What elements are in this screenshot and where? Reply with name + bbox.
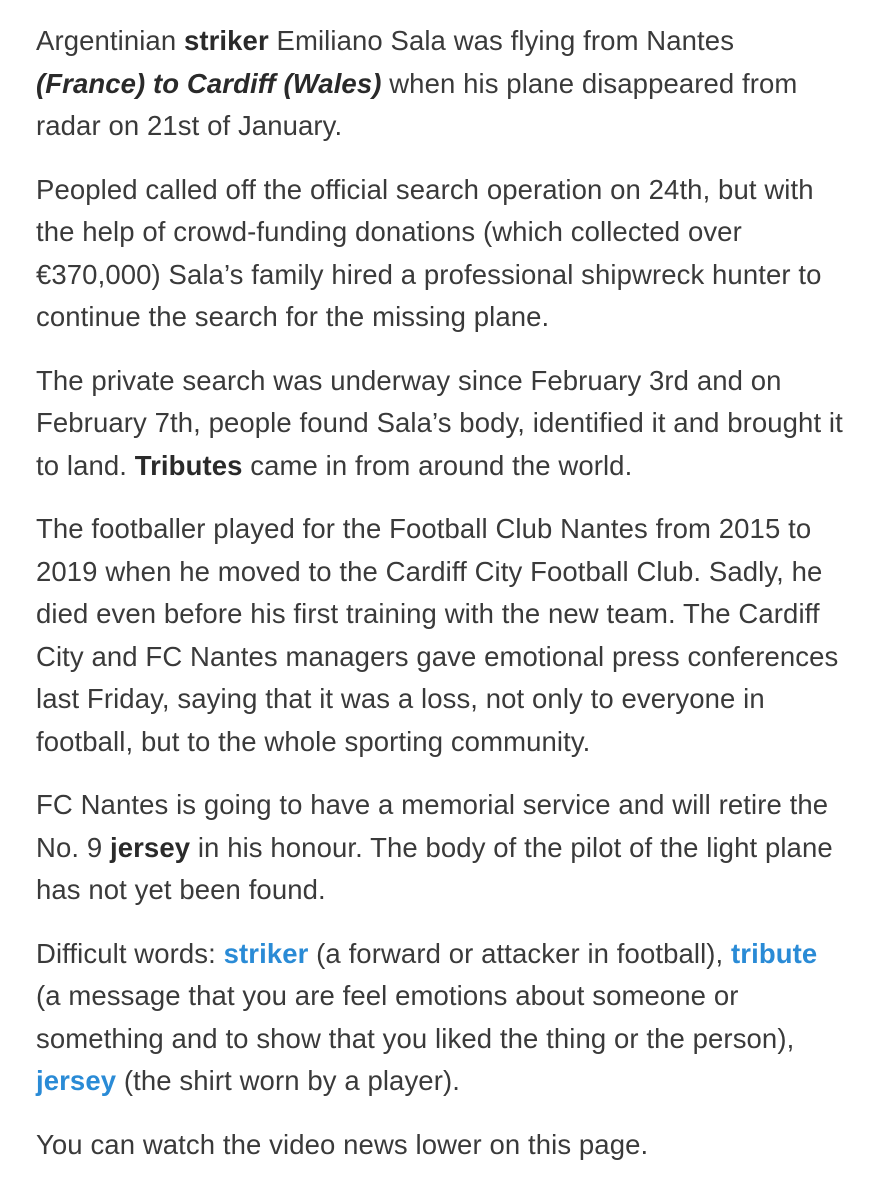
article-body <box>36 20 846 1187</box>
text-run: The private search was underway since February 3rd and on February 7th, people found Sala’s body, identified it and brought it to land. <box>36 364 843 481</box>
bold-italic-route: (France) to Cardiff (Wales) <box>36 67 382 99</box>
paragraph-intro <box>36 20 846 148</box>
paragraph-difficult-words <box>36 933 846 1103</box>
keyword-link-striker[interactable]: striker <box>223 937 309 969</box>
bold-tributes: Tributes <box>134 449 243 481</box>
text-run: came in from around the world. <box>242 449 633 481</box>
paragraph-video-note: You can watch the video news lower on this page. <box>36 1128 649 1160</box>
text-run: when his plane disappeared from radar on 21st of January. <box>36 67 798 141</box>
keyword-link-tribute[interactable]: tribute <box>731 937 818 969</box>
bold-jersey: jersey <box>109 831 191 863</box>
text-run: Difficult words: <box>36 937 224 969</box>
paragraph-memorial <box>36 784 846 912</box>
text-run: (a forward or attacker in football), <box>308 937 732 969</box>
text-run: in his honour. The body of the pilot of the light plane has not yet been found. <box>36 831 833 905</box>
text-run: (the shirt worn by a player). <box>116 1065 460 1096</box>
text-run: Argentinian <box>36 25 184 56</box>
text-run: Emiliano Sala was flying from Nantes <box>268 25 735 56</box>
text-run: (a message that you are feel emotions about someone or something and to show that you liked the thing or the person), <box>36 980 795 1054</box>
text-run: FC Nantes is going to have a memorial service and will retire the No. 9 <box>36 789 829 863</box>
bold-striker: striker <box>183 25 269 56</box>
paragraph-private-search <box>36 360 846 488</box>
paragraph-search: Peopled called off the official search operation on 24th, but with the help of crowd-funding donations (which collected over €370,000) Sala’s family hired a professional shipwreck hunter to continue the search for the missing plane. <box>36 173 822 332</box>
paragraph-career: The footballer played for the Football Club Nantes from 2015 to 2019 when he moved to the Cardiff City Football Club. Sadly, he died even before his first training with the new team. The Cardiff City and FC Nantes managers gave emotional press conferences last Friday, saying that it was a loss, not only to everyone in football, but to the whole sporting community. <box>36 513 839 757</box>
keyword-link-jersey[interactable]: jersey <box>36 1065 117 1096</box>
